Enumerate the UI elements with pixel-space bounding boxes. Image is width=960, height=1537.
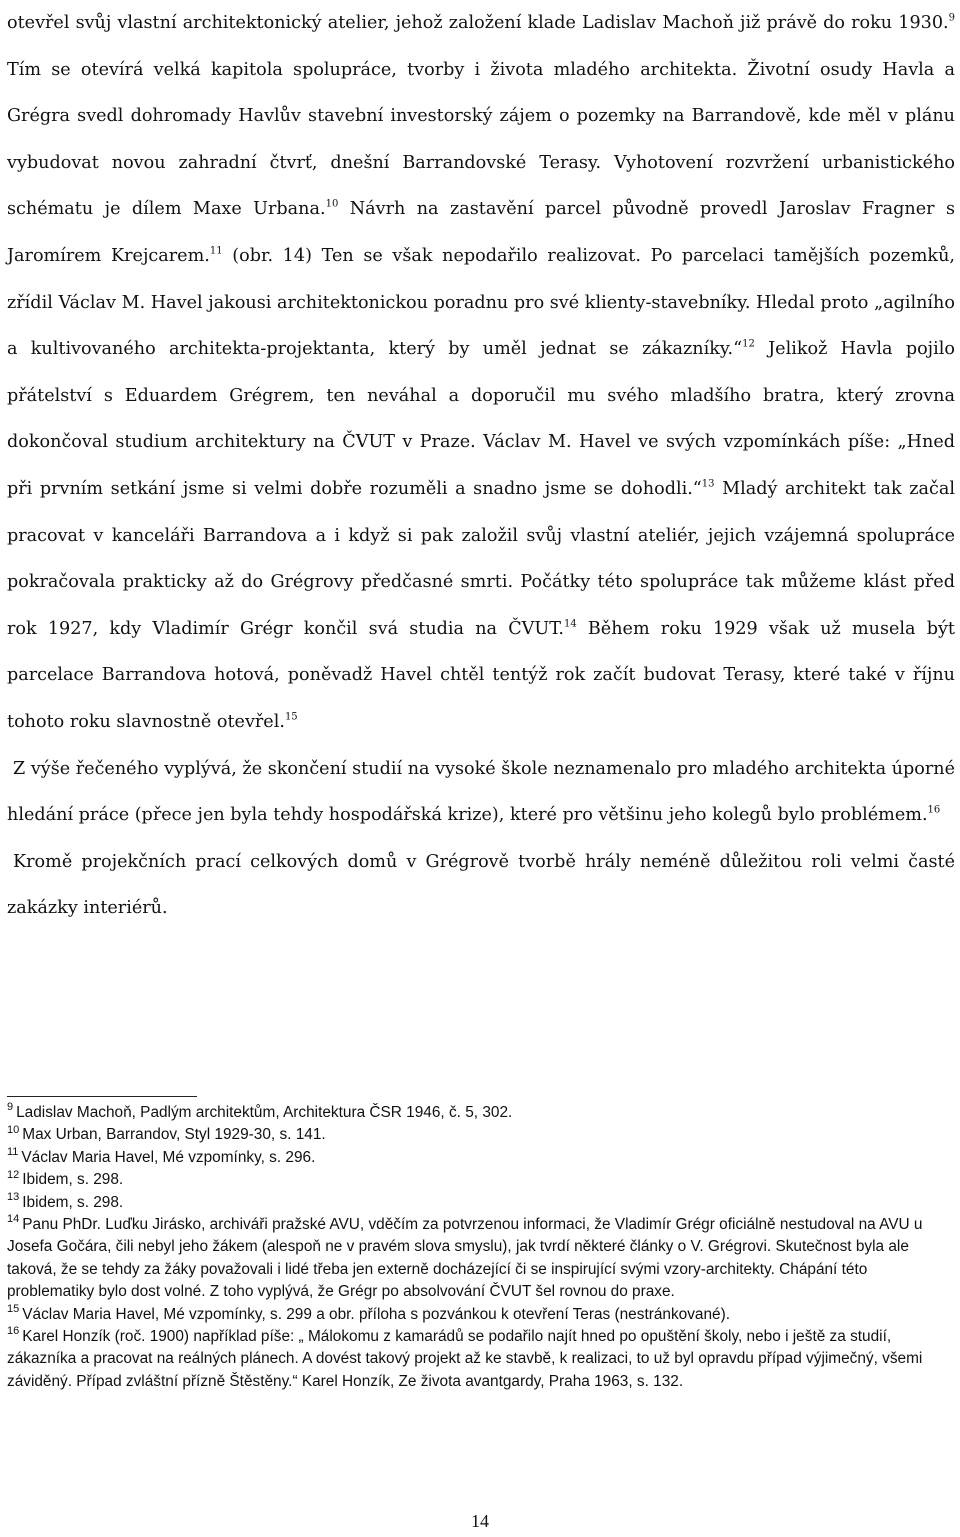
footnote-text: Ibidem, s. 298.	[22, 1171, 124, 1189]
footnote-reference[interactable]: 13	[701, 478, 715, 490]
footnote	[7, 1214, 953, 1304]
body-paragraph	[7, 839, 955, 932]
body-text-run: Návrh na zastavění parcel původně provedl Jaroslav Fragner s Jaromírem Krejcarem.	[7, 199, 955, 266]
footnote-number: 15	[7, 1303, 20, 1316]
body-text-run: Během roku 1929 však už musela být parcelace Barrandova hotová, poněvadž Havel chtěl tentýž rok začít budovat Terasy, které také v říjnu tohoto roku slavnostně otevřel.	[7, 618, 955, 732]
footnote	[7, 1147, 953, 1169]
footnote-text: Václav Maria Havel, Mé vzpomínky, s. 299 a obr. příloha s pozvánkou k otevření Teras (nestránkované).	[22, 1305, 730, 1323]
footnote-text: Panu PhDr. Luďku Jirásko, archiváři pražské AVU, vděčím za potvrzenou informaci, že Vladimír Grégr oficiálně nestudoval na AVU u Josefa Gočára, čili nebyl jeho žákem (alespoň ne v pravém slova smyslu), jak tvrdí některé články o V. Grégrovi. Skutečnost byla ale taková, že se tehdy za žáky považovali i lidé třeba jen externě docházející či se inspirující svými vzory-architekty. Chápání této problematiky bylo dost volné. Z toho vyplývá, že Grégr po absolvování ČVUT šel rovnou do praxe.	[7, 1216, 923, 1301]
footnote-reference[interactable]: 11	[209, 245, 223, 257]
body-paragraph	[7, 746, 955, 839]
body-text-run: Tím se otevírá velká kapitola spolupráce, tvorby i života mladého architekta. Životní osudy Havla a Grégra svedl dohromady Havlův stavební investorský zájem o pozemky na Barrandově, kde měl v plánu vybudovat novou zahradní čtvrť, dnešní Barrandovské Terasy. Vyhotovení rozvržení urbanistického schématu je dílem Maxe Urbana.	[7, 59, 955, 220]
footnote-text: Václav Maria Havel, Mé vzpomínky, s. 296.	[21, 1148, 316, 1166]
body-text-run: Jelikož Havla pojilo přátelství s Eduardem Grégrem, ten neváhal a doporučil mu svého mladšího bratra, který zrovna dokončoval studium architektury na ČVUT v Praze. Václav M. Havel ve svých vzpomínkách píše: „Hned při prvním setkání jsme si velmi dobře rozuměli a snadno jsme se dohodli.“	[7, 339, 955, 499]
footnote-text: Max Urban, Barrandov, Styl 1929-30, s. 141.	[22, 1126, 326, 1144]
body-paragraph	[7, 0, 955, 746]
footnotes	[7, 1102, 953, 1393]
page-number: 14	[471, 1511, 489, 1531]
footnote-number: 9	[7, 1101, 14, 1114]
footnote-text: Ladislav Machoň, Padlým architektům, Architektura ČSR 1946, č. 5, 302.	[16, 1104, 513, 1121]
footnote	[7, 1192, 953, 1214]
footnote	[7, 1304, 953, 1326]
footnote-number: 13	[7, 1191, 20, 1204]
footnote-reference[interactable]: 14	[563, 618, 577, 630]
footnote-number: 14	[7, 1213, 20, 1226]
footnote-text: Karel Honzík (roč. 1900) například píše: „ Málokomu z kamarádů se podařilo najít hned po opuštění školy, nebo i ještě za studií, zákazníka a pracovat na reálných plánech. A dovést takový projekt až ke stavbě, k realizaci, to už byl opravdu případ výjimečný, všemi záviděný. Případ zvláštní přízně Štěstěny.“ Karel Honzík, Ze života avantgardy, Praha 1963, s. 132.	[7, 1328, 923, 1390]
footnote	[7, 1124, 953, 1146]
body-text-run: Kromě projekčních prací celkových domů v Grégrově tvorbě hrály neméně důležitou roli velmi časté zakázky interiérů.	[7, 851, 955, 919]
body-text-run: Z výše řečeného vyplývá, že skončení studií na vysoké škole neznamenalo pro mladého architekta úporné hledání práce (přece jen byla tehdy hospodářská krize), které pro většinu jeho kolegů bylo problémem.	[7, 758, 955, 826]
footnote-separator	[7, 1096, 197, 1097]
footnote-reference[interactable]: 16	[927, 804, 941, 816]
footnote-number: 10	[7, 1123, 20, 1136]
footnote-reference[interactable]: 12	[742, 338, 755, 350]
footnote-reference[interactable]: 9	[948, 12, 955, 24]
footnote-reference[interactable]: 15	[284, 711, 298, 723]
body-text-run: (obr. 14) Ten se však nepodařilo realizovat. Po parcelaci tamějších pozemků, zřídil Václav M. Havel jakousi architektonickou poradnu pro své klienty-stavebníky. Hledal proto „agilního a kultivovaného architekta-projektanta, který by uměl jednat se zákazníky.“	[7, 245, 955, 360]
footnote	[7, 1169, 953, 1191]
footnote	[7, 1102, 953, 1124]
footnote-reference[interactable]: 10	[325, 198, 339, 210]
footnote-text: Ibidem, s. 298.	[22, 1193, 124, 1211]
footnote-number: 11	[7, 1146, 19, 1159]
footnote-number: 16	[7, 1325, 20, 1338]
body-text-run: otevřel svůj vlastní architektonický atelier, jehož založení klade Ladislav Machoň již právě do roku 1930.	[7, 13, 949, 33]
footnote-number: 12	[7, 1168, 20, 1181]
body-text	[7, 0, 955, 932]
footnote	[7, 1326, 953, 1393]
body-text-run: Mladý architekt tak začal pracovat v kanceláři Barrandova a i když si pak založil svůj vlastní ateliér, jejich vzájemná spolupráce pokračovala prakticky až do Grégrovy předčasné smrti. Počátky této spolupráce tak můžeme klást před rok 1927, kdy Vladimír Grégr končil svá studia na ČVUT.	[7, 478, 955, 639]
